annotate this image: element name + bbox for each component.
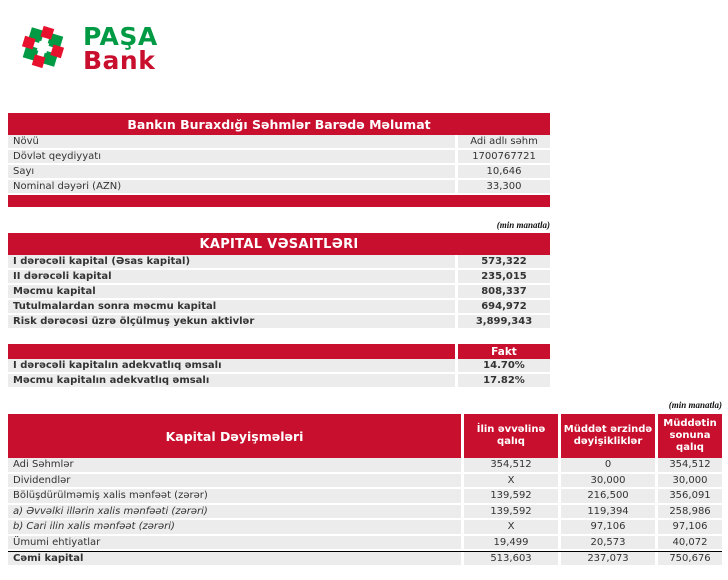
capital-changes-title: Kapital Dəyişmələri [165, 428, 304, 444]
row-label: b) Cari ilin xalis mənfəət (zərəri) [13, 521, 175, 533]
table-row [8, 285, 550, 298]
cell-value: 40,072 [655, 536, 722, 550]
row-value: 3,899,343 [455, 315, 550, 328]
row-label: Məcmu kapital [13, 286, 96, 297]
cell-value: X [461, 520, 558, 534]
column-header-period-changes: Müddət ərzində dəyişikliklər [558, 414, 655, 458]
capital-resources-table [8, 233, 550, 330]
fakt-column-header: Fakt [455, 344, 550, 359]
table-row [8, 165, 550, 178]
row-value: 33,300 [455, 180, 550, 193]
table-row [8, 180, 550, 193]
row-label: Adi Səhmlər [13, 459, 74, 471]
cell-value: 0 [558, 458, 655, 472]
row-value: 235,015 [455, 270, 550, 283]
capital-resources-title: KAPITAL VƏSAITLƏRI [8, 233, 550, 255]
column-header-closing-balance: Müddətin sonuna qalıq [655, 414, 722, 458]
cell-value: 97,106 [558, 520, 655, 534]
capital-changes-table [8, 414, 722, 567]
row-value: 808,337 [455, 285, 550, 298]
cell-value: 139,592 [461, 489, 558, 503]
row-label: Ümumi ehtiyatlar [13, 536, 101, 548]
cell-value: 139,592 [461, 505, 558, 519]
table-row [8, 359, 550, 372]
capital-changes-header [8, 414, 722, 458]
row-label: Dividendlər [13, 474, 71, 486]
table-row [8, 489, 722, 503]
row-label: I dərəcəli kapital (Əsas kapital) [13, 256, 191, 267]
table-row [8, 255, 550, 268]
row-label: Cəmi kapital [13, 553, 84, 564]
cell-value: 750,676 [655, 552, 722, 565]
table-row [8, 505, 722, 519]
pinwheel-logo-icon [15, 20, 71, 78]
cell-value: 30,000 [558, 474, 655, 488]
adequacy-ratios-table [8, 344, 550, 389]
table-row [8, 474, 722, 488]
table-row [8, 150, 550, 163]
table-row [8, 374, 550, 387]
cell-value: 20,573 [558, 536, 655, 550]
brand-name-pasha: PAŞA [83, 21, 158, 51]
table-row [8, 520, 722, 534]
row-label: I dərəcəli kapitalın adekvatlıq əmsalı [13, 360, 222, 371]
row-value: 694,972 [455, 300, 550, 313]
row-label: Bölüşdürülməmiş xalis mənfəət (zərər) [13, 490, 208, 502]
cell-value: 356,091 [655, 489, 722, 503]
table-row [8, 458, 722, 472]
row-label: Məcmu kapitalın adekvatlıq əmsalı [13, 375, 210, 386]
table-row [8, 135, 550, 148]
row-value: 14.70% [455, 359, 550, 372]
row-label: Nominal dəyəri (AZN) [13, 181, 122, 192]
column-header-opening-balance: İlin əvvəlinə qalıq [461, 414, 558, 458]
row-label: Sayı [13, 166, 35, 177]
cell-value: 354,512 [461, 458, 558, 472]
shares-info-table-title: Bankın Buraxdığı Səhmlər Barədə Məlumat [8, 113, 550, 135]
row-value: 10,646 [455, 165, 550, 178]
row-value: Adi adlı səhm [455, 135, 550, 148]
row-label: a) Əvvəlki illərin xalis mənfəəti (zərəri) [13, 505, 208, 517]
cell-value: 216,500 [558, 489, 655, 503]
row-label: Tutulmalardan sonra məcmu kapital [13, 301, 217, 312]
table-row-total [8, 551, 722, 565]
cell-value: 30,000 [655, 474, 722, 488]
cell-value: 119,394 [558, 505, 655, 519]
min-manat-note: (min manatla) [668, 400, 722, 410]
brand-name-bank: Bank [83, 46, 156, 75]
row-label: Risk dərəcəsi üzrə ölçülmuş yekun aktivlər [13, 316, 255, 327]
table-row [8, 536, 722, 550]
cell-value: 258,986 [655, 505, 722, 519]
row-label: Növü [13, 136, 39, 147]
row-value: 17.82% [455, 374, 550, 387]
cell-value: X [461, 474, 558, 488]
min-manat-note: (min manatla) [496, 220, 550, 230]
adequacy-table-header [8, 344, 550, 359]
brand-name [83, 21, 158, 75]
row-value: 1700767721 [455, 150, 550, 163]
table-row [8, 300, 550, 313]
row-label: II dərəcəli kapital [13, 271, 112, 282]
red-divider-bar [8, 195, 550, 207]
row-label: Dövlət qeydiyyatı [13, 151, 101, 162]
cell-value: 513,603 [461, 552, 558, 565]
shares-info-table [8, 113, 550, 207]
cell-value: 354,512 [655, 458, 722, 472]
cell-value: 19,499 [461, 536, 558, 550]
cell-value: 237,073 [558, 552, 655, 565]
table-row [8, 315, 550, 328]
pasha-bank-logo [15, 20, 158, 78]
table-row [8, 270, 550, 283]
cell-value: 97,106 [655, 520, 722, 534]
row-value: 573,322 [455, 255, 550, 268]
